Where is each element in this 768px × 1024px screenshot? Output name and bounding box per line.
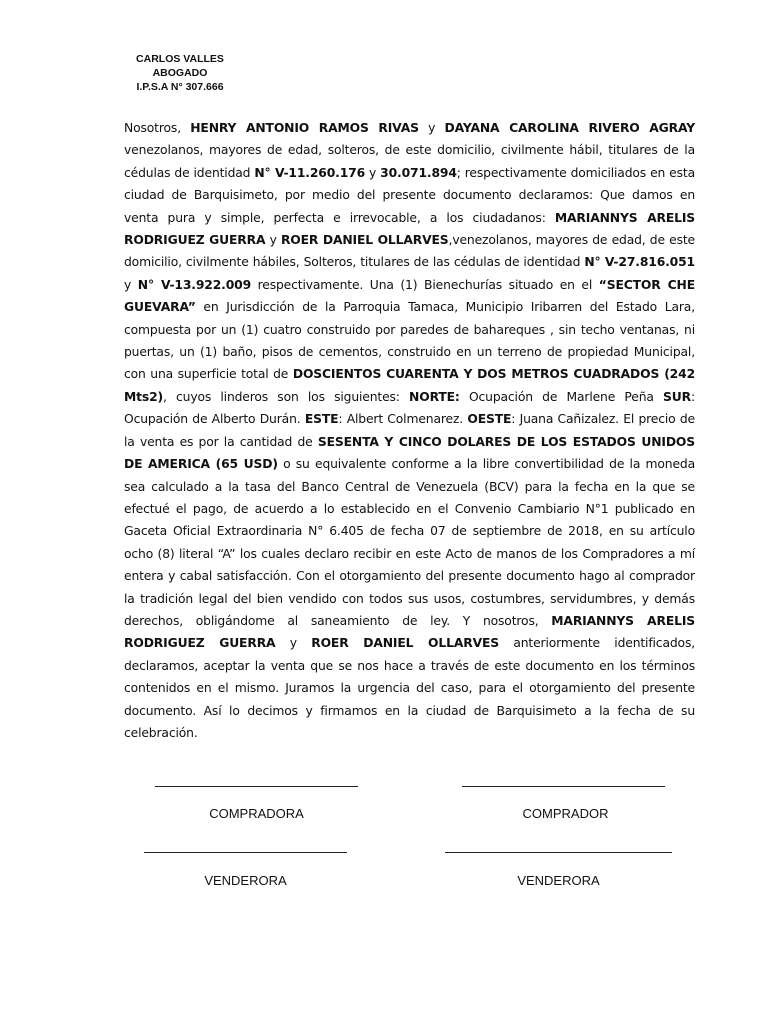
signature-label-compradora: COMPRADORA bbox=[209, 806, 304, 821]
body-text: ,venezolanos, mayores de edad, de este domicilio, civilmente hábiles, Solteros, titulares de las cédulas de identidad bbox=[124, 233, 695, 270]
area-amount: DOSCIENTOS CUARENTA Y DOS METROS CUADRADOS (242 Mts2) bbox=[124, 367, 696, 404]
body-text: en Jurisdicción de la Parroquia Tamaca, Municipio Iribarren del Estado Lara, compuesta por un (1) cuatro construido por paredes de bahareques , sin techo ventanas, ni puertas, un (1) baño, pisos de cementos, construido en un terreno de propiedad Municipal, con una superficie total de bbox=[124, 300, 695, 382]
body-text: o su equivalente conforme a la libre convertibilidad de la moneda sea calculado a la tasa del Banco Central de Venezuela (BCV) para la fecha en la que se efectué el pago, de acuerdo a lo establecido en el Convenio Cambiario N°1 publicado en Gaceta Oficial Extraordinaria N° 6.405 de fecha 07 de septiembre de 2018, en su artículo ocho (8) literal “A” los cuales declaro recibir en este Acto de manos de los Compradores a mí entera y cabal satisfacción. Con el otorgamiento del presente documento hago al comprador la tradición legal del bien vendido con todos sus usos, costumbres, servidumbres, y demás derechos, obligándome al saneamiento de ley. Y nosotros, bbox=[124, 457, 695, 628]
party-name: ROER DANIEL OLLARVES bbox=[280, 233, 449, 248]
body-text: : Ocupación de Alberto Durán. bbox=[124, 389, 695, 427]
party-name: HENRY ANTONIO RAMOS RIVAS bbox=[190, 121, 419, 135]
sector-name: “SECTOR CHE GUEVARA” bbox=[124, 277, 695, 315]
signature-line-left-bottom bbox=[144, 852, 347, 853]
body-text: : Juana Cañizalez. El precio de la venta es por la cantidad de bbox=[124, 412, 695, 449]
body-text: anteriormente identificados, declaramos, aceptar la venta que se nos hace a través de este documento en los términos contenidos en el mismo. Juramos la urgencia del caso, para el otorgamiento del presente documento. Así lo decimos y firmamos en la ciudad de Barquisimeto a la fecha de su celebración. bbox=[124, 636, 696, 740]
body-text: , cuyos linderos son los siguientes: bbox=[163, 389, 410, 404]
signature-line-right-top bbox=[462, 786, 665, 787]
body-text: y bbox=[418, 121, 445, 135]
id-number: N° V-27.816.051 bbox=[584, 255, 695, 270]
boundary-label: ESTE bbox=[304, 412, 339, 427]
lawyer-title: ABOGADO bbox=[152, 67, 208, 79]
boundary-label: OESTE bbox=[467, 412, 512, 427]
boundary-label: SUR bbox=[663, 389, 691, 404]
body-text: y bbox=[365, 165, 381, 180]
signature-line-left-top bbox=[155, 786, 358, 787]
lawyer-ipsa: I.P.S.A N° 307.666 bbox=[136, 81, 224, 93]
body-text: y bbox=[124, 277, 138, 292]
body-text: y bbox=[265, 233, 281, 248]
party-name: MARIANNYS ARELIS RODRIGUEZ GUERRA bbox=[124, 613, 695, 651]
party-name: ROER DANIEL OLLARVES bbox=[311, 636, 500, 651]
body-text: respectivamente. Una (1) Bienechurías situado en el bbox=[251, 277, 599, 292]
letterhead bbox=[118, 52, 242, 94]
signature-label-vendedora-left: VENDERORA bbox=[204, 873, 287, 888]
price-amount: SESENTA Y CINCO DOLARES DE LOS ESTADOS UNIDOS DE AMERICA (65 USD) bbox=[124, 434, 695, 472]
body-text: : Albert Colmenarez. bbox=[338, 412, 468, 427]
party-name: MARIANNYS ARELIS RODRIGUEZ GUERRA bbox=[124, 210, 696, 248]
body-text: Ocupación de Marlene Peña bbox=[459, 389, 664, 404]
party-name: DAYANA CAROLINA RIVERO AGRAY bbox=[444, 121, 696, 135]
signature-line-right-bottom bbox=[445, 852, 672, 853]
id-number: 30.071.894 bbox=[380, 165, 457, 180]
body-text: ; respectivamente domiciliados en esta ciudad de Barquisimeto, por medio del presente documento declaramos: Que damos en venta pura y simple, perfecta e irrevocable, a los ciudadanos: bbox=[124, 165, 696, 225]
boundary-label: NORTE: bbox=[409, 389, 460, 404]
lawyer-name: CARLOS VALLES bbox=[136, 53, 224, 65]
signature-label-comprador: COMPRADOR bbox=[522, 806, 609, 821]
document-body bbox=[124, 117, 695, 744]
id-number: N° V-11.260.176 bbox=[254, 165, 366, 180]
body-text: venezolanos, mayores de edad, solteros, de este domicilio, civilmente hábil, titulares de la cédulas de identidad bbox=[124, 143, 695, 180]
id-number: N° V-13.922.009 bbox=[137, 277, 252, 292]
body-text: y bbox=[275, 636, 312, 651]
signature-label-vendedora-right: VENDERORA bbox=[517, 873, 600, 888]
body-text: Nosotros, bbox=[124, 121, 191, 135]
